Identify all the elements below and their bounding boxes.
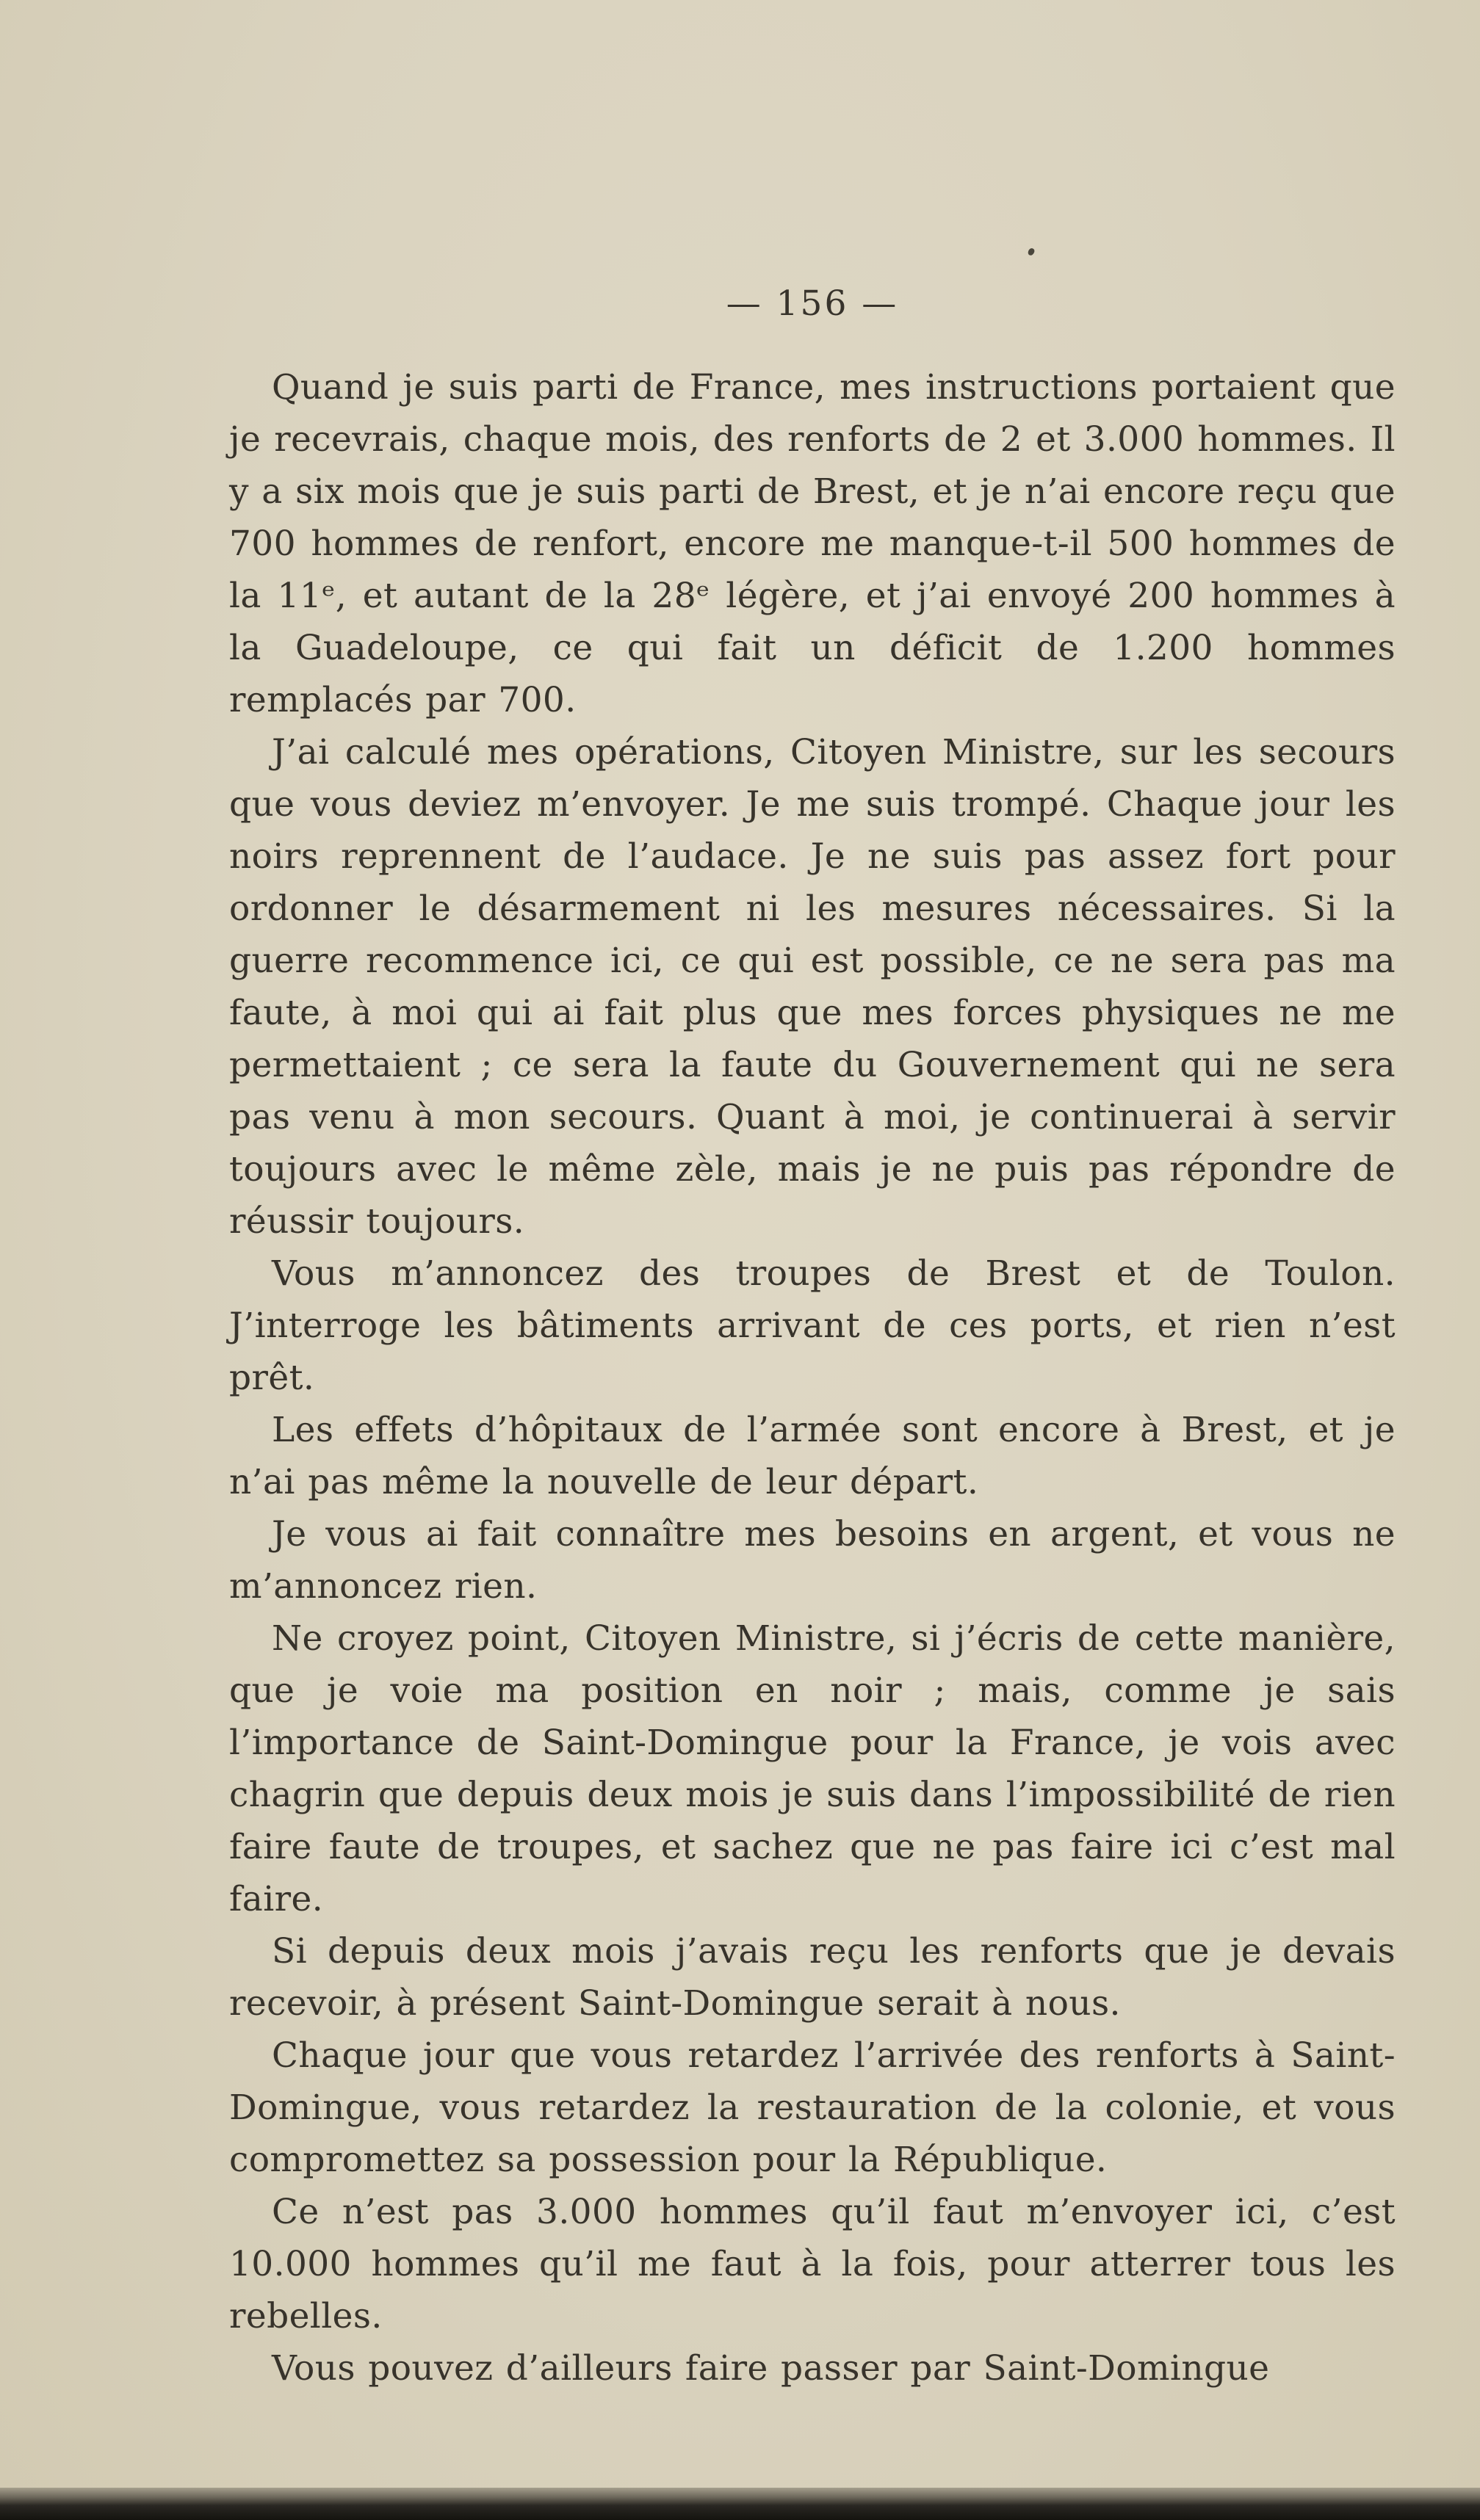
scan-bottom-edge <box>0 2488 1480 2520</box>
paragraph: Je vous ai fait connaître mes besoins en argent, et vous ne m’annoncez rien. <box>229 1514 1396 1607</box>
paragraph: Vous pouvez d’ailleurs faire passer par Saint-Domingue <box>272 2348 1270 2389</box>
letter-body <box>229 361 1396 2394</box>
page-number: — 156 — <box>726 283 899 324</box>
paragraph: Les effets d’hôpitaux de l’armée sont encore à Brest, et je n’ai pas même la nouvelle de leur départ. <box>229 1410 1396 1502</box>
paragraph: Chaque jour que vous retardez l’arrivée des renforts à Saint-Domingue, vous retardez la restauration de la colonie, et vous compromettez sa possession pour la République. <box>229 2035 1396 2180</box>
paragraph: Si depuis deux mois j’avais reçu les renforts que je devais recevoir, à présent Saint-Domingue serait à nous. <box>229 1931 1396 2024</box>
scan-artifact-speck <box>1028 247 1036 256</box>
paragraph: Vous m’annoncez des troupes de Brest et de Toulon. J’interroge les bâtiments arrivant de ces ports, et rien n’est prêt. <box>229 1253 1396 1398</box>
paragraph: Ce n’est pas 3.000 hommes qu’il faut m’envoyer ici, c’est 10.000 hommes qu’il me faut à la fois, pour atterrer tous les rebelles. <box>229 2192 1396 2336</box>
paragraph: J’ai calculé mes opérations, Citoyen Ministre, sur les secours que vous deviez m’envoyer. Je me suis trompé. Chaque jour les noirs reprennent de l’audace. Je ne suis pas assez fort pour ordonner le désarmement ni les mesures nécessaires. Si la guerre recommence ici, ce qui est possible, ce ne sera pas ma faute, à moi qui ai fait plus que mes forces physiques ne me permettaient ; ce sera la faute du Gouvernement qui ne sera pas venu à mon secours. Quant à moi, je continuerai à servir toujours avec le même zèle, mais je ne puis pas répondre de réussir toujours. <box>229 732 1396 1242</box>
paragraph: Ne croyez point, Citoyen Ministre, si j’écris de cette manière, que je voie ma position en noir ; mais, comme je sais l’importance de Saint-Domingue pour la France, je vois avec chagrin que depuis deux mois je suis dans l’impossibilité de rien faire faute de troupes, et sachez que ne pas faire ici c’est mal faire. <box>229 1618 1396 1919</box>
paragraph: Quand je suis parti de France, mes instructions portaient que je recevrais, chaque mois, des renforts de 2 et 3.000 hommes. Il y a six mois que je suis parti de Brest, et je n’ai encore reçu que 700 hommes de renfort, encore me manque-t-il 500 hommes de la 11ᵉ, et autant de la 28ᵉ légère, et j’ai envoyé 200 hommes à la Guadeloupe, ce qui fait un déficit de 1.200 hommes remplacés par 700. <box>229 367 1396 720</box>
